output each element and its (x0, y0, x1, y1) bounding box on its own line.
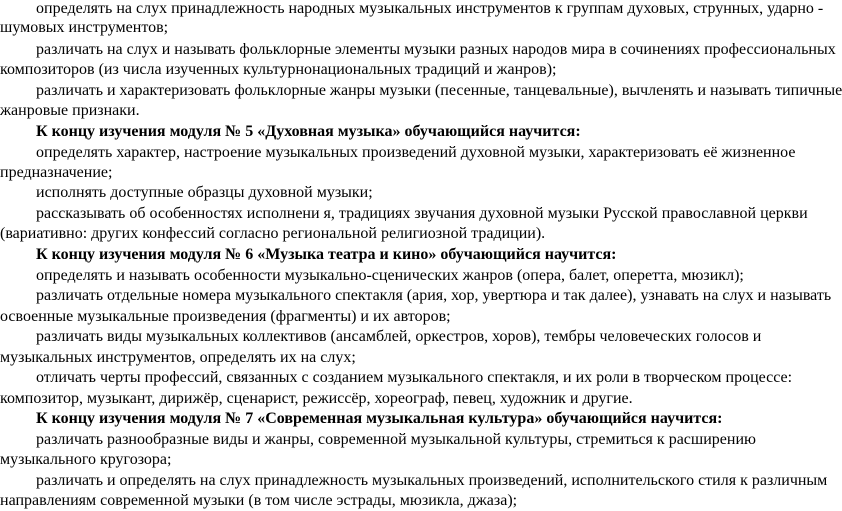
text-line: определять и называть особенности музыкально-сценических жанров (опера, балет, оперетта, мюзикл); (36, 267, 744, 284)
text-line: (вариативно: других конфессий согласно региональной религиозной традиции). (0, 225, 546, 242)
text-line: различать и характеризовать фольклорные жанры музыки (песенные, танцевальные), вычленять и называть типичные (36, 82, 842, 99)
text-line: различать виды музыкальных коллективов (ансамблей, оркестров, хоров), тембры человеческих голосов и (36, 328, 762, 345)
text-line: шумовых инструментов; (0, 19, 169, 36)
text-line: различать отдельные номера музыкального спектакля (ария, хор, увертюра и так далее), узнавать на слух и называть (36, 287, 832, 304)
section-heading: К концу изучения модуля № 6 «Музыка театра и кино» обучающийся научится: (36, 246, 617, 263)
text-line: исполнять доступные образцы духовной музыки; (36, 184, 373, 201)
text-line: композитор, музыкант, дирижёр, сценарист, режиссёр, хореограф, певец, художник и другие. (0, 390, 633, 407)
section-heading: К концу изучения модуля № 7 «Современная музыкальная культура» обучающийся научится: (36, 410, 723, 427)
text-line: музыкальных инструментов, определять их на слух; (0, 349, 356, 366)
text-line: композиторов (из числа изученных культурнонациональных традиций и жанров); (0, 61, 557, 78)
text-line: отличать черты профессий, связанных с созданием музыкального спектакля, и их роли в творческом процессе: (36, 369, 793, 386)
section-heading: К концу изучения модуля № 5 «Духовная музыка» обучающийся научится: (36, 123, 581, 140)
text-line: жанровые признаки. (0, 102, 140, 119)
text-line: различать и определять на слух принадлежность музыкальных произведений, исполнительского стиля к различным (36, 472, 828, 489)
text-line: различать на слух и называть фольклорные элементы музыки разных народов мира в сочинениях профессиональных (36, 41, 836, 58)
text-line: определять на слух принадлежность народных музыкальных инструментов к группам духовых, струнных, ударно - (36, 0, 824, 17)
text-line: направлениям современной музыки (в том числе эстрады, мюзикла, джаза); (0, 492, 518, 509)
text-line: рассказывать об особенностях исполнени я, традициях звучания духовной музыки Русской православной церкви (36, 205, 808, 222)
text-line: музыкального кругозора; (0, 451, 172, 468)
text-line: различать разнообразные виды и жанры, современной музыкальной культуры, стремиться к расширению (36, 431, 756, 448)
text-line: определять характер, настроение музыкальных произведений духовной музыки, характеризовать её жизненное (36, 144, 796, 161)
text-line: освоенные музыкальные произведения (фрагменты) и их авторов; (0, 308, 451, 325)
text-line: предназначение; (0, 164, 113, 181)
